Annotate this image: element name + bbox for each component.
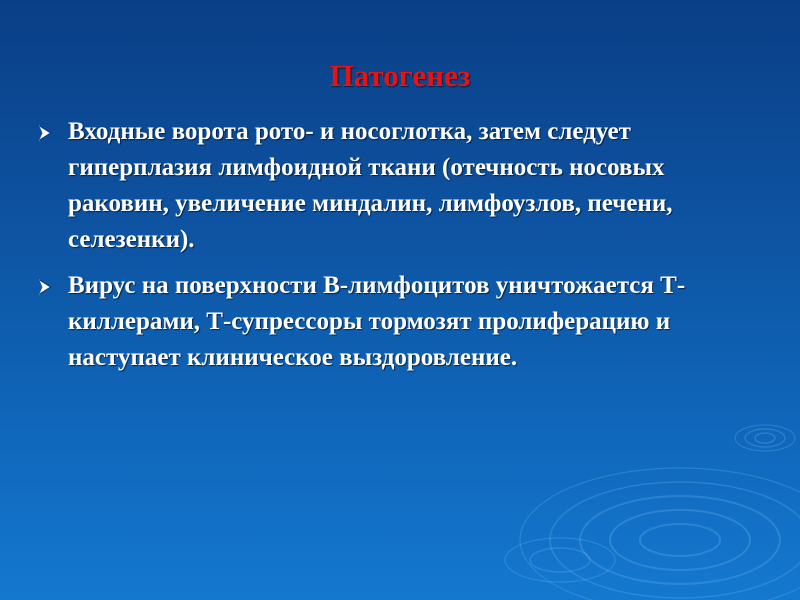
bullet-text: Вирус на поверхности В-лимфоцитов уничтожается Т-киллерами, Т-супрессоры тормозят пролиферацию и наступает клиническое выздоровление. bbox=[68, 272, 686, 371]
bullet-item bbox=[36, 268, 696, 376]
bullet-list bbox=[36, 114, 696, 386]
arrow-bullet-icon bbox=[36, 124, 54, 142]
arrow-bullet-icon bbox=[36, 278, 54, 296]
bullet-text: Входные ворота рото- и носоглотка, затем следует гиперплазия лимфоидной ткани (отечность носовых раковин, увеличение миндалин, лимфоузлов, печени, селезенки). bbox=[68, 118, 673, 253]
slide-title: Патогенез bbox=[329, 58, 471, 93]
bullet-item bbox=[36, 114, 696, 258]
